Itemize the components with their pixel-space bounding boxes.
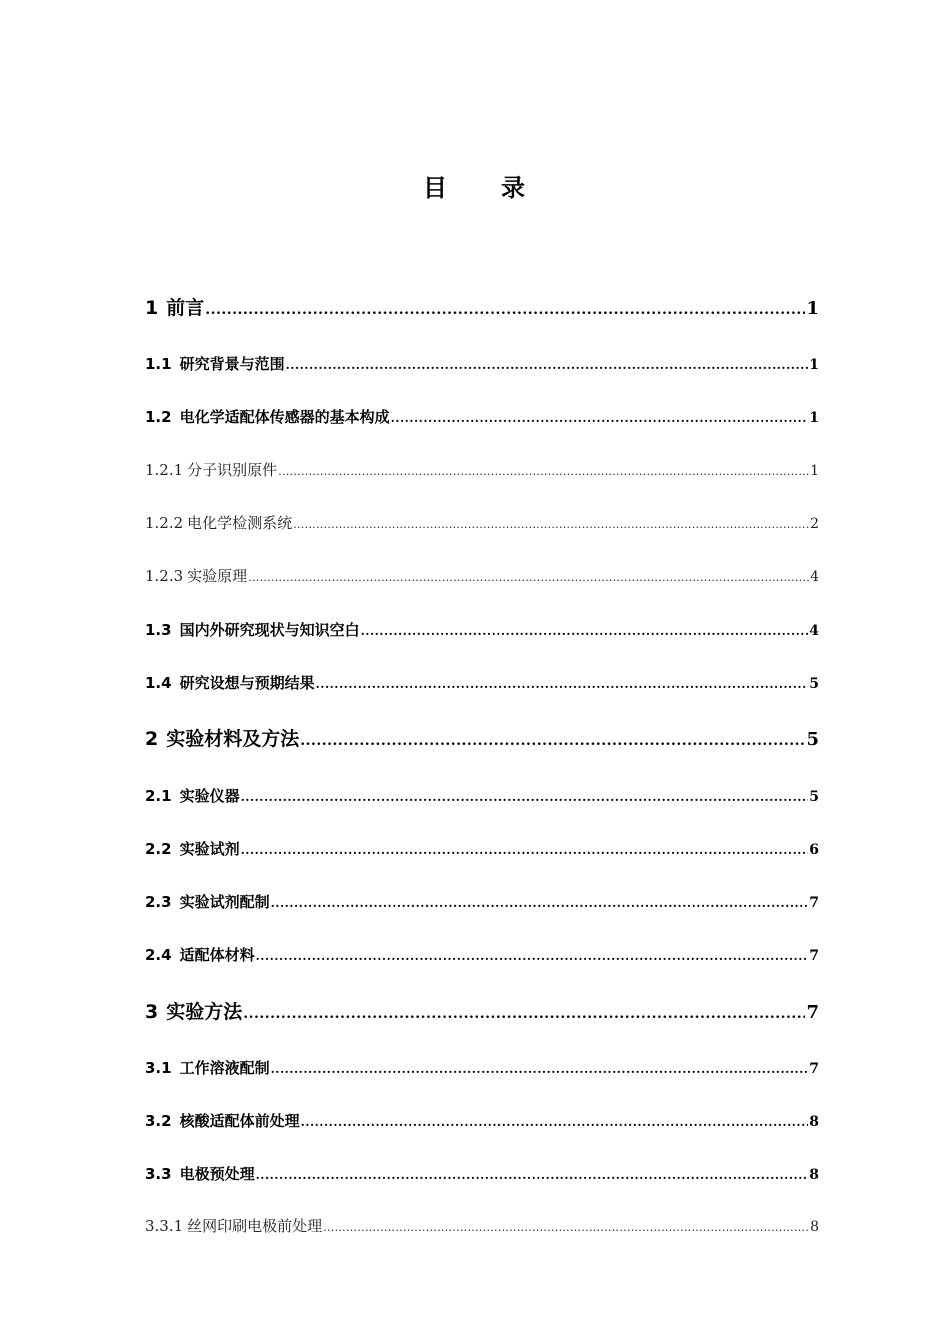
toc-leader-dots (323, 1221, 809, 1234)
toc-entry[interactable] (145, 891, 819, 915)
toc-entry-number: 3 (145, 1001, 159, 1023)
toc-entry-page: 1 (809, 357, 819, 373)
toc-entry-page: 5 (806, 729, 819, 750)
toc-entry-label (145, 1163, 255, 1184)
toc-leader-dots (271, 896, 809, 910)
toc-entry-text: 丝网印刷电极前处理 (187, 1217, 323, 1235)
toc-leader-dots (301, 1115, 809, 1129)
toc-leader-dots (278, 465, 809, 478)
toc-entry-number: 1.4 (145, 674, 172, 692)
toc-entry-label (145, 1057, 270, 1078)
toc-entry-number: 3.3 (145, 1165, 172, 1183)
toc-leader-dots (241, 843, 809, 857)
toc-entry-number: 2.3 (145, 893, 172, 911)
toc-entry-number: 2.1 (145, 787, 172, 805)
toc-leader-dots (286, 358, 809, 372)
toc-entry-number: 1.2 (145, 408, 172, 426)
toc-entry-label (145, 724, 299, 751)
toc-entry[interactable] (145, 672, 819, 696)
toc-entry[interactable] (145, 293, 819, 323)
toc-entry[interactable] (145, 1163, 819, 1187)
toc-entry-label (145, 512, 292, 533)
toc-entry[interactable] (145, 565, 819, 589)
toc-entry-text: 研究背景与范围 (179, 355, 285, 373)
toc-entry-text: 电化学适配体传感器的基本构成 (179, 408, 390, 426)
toc-leader-dots (316, 677, 809, 691)
toc-entry-label (145, 672, 315, 693)
toc-entry-label (145, 997, 242, 1024)
toc-entry[interactable] (145, 353, 819, 377)
toc-leader-dots (300, 733, 805, 749)
toc-entry-number: 2.4 (145, 946, 172, 964)
toc-leader-dots (241, 790, 809, 804)
toc-entry-number: 1.2.3 (145, 567, 184, 585)
toc-entry-text: 电极预处理 (179, 1165, 255, 1183)
toc-entry-page: 8 (809, 1114, 819, 1130)
toc-entry[interactable] (145, 785, 819, 809)
toc-entry-text: 实验试剂 (179, 840, 240, 858)
toc-entry-text: 研究设想与预期结果 (179, 674, 315, 692)
toc-entry-page: 1 (810, 463, 819, 479)
toc-title-part2: 录 (501, 174, 527, 202)
toc-entry-number: 1.2.2 (145, 514, 184, 532)
toc-entry-label (145, 565, 247, 586)
toc-entry-label (145, 785, 240, 806)
toc-entry-text: 实验仪器 (179, 787, 240, 805)
toc-entry-number: 1 (145, 297, 159, 319)
toc-leader-dots (391, 411, 809, 425)
toc-leader-dots (271, 1062, 809, 1076)
toc-entry-number: 3.3.1 (145, 1217, 184, 1235)
toc-entry-page: 8 (810, 1219, 819, 1235)
toc-entry-number: 3.1 (145, 1059, 172, 1077)
toc-entry[interactable] (145, 406, 819, 430)
toc-title (0, 168, 950, 203)
toc-entry-text: 分子识别原件 (187, 461, 278, 479)
toc-entry-page: 4 (810, 569, 819, 585)
toc-entry[interactable] (145, 724, 819, 754)
toc-entry-page: 5 (809, 789, 819, 805)
toc-entry[interactable] (145, 459, 819, 483)
toc-entry-number: 1.3 (145, 621, 172, 639)
toc-entry-number: 3.2 (145, 1112, 172, 1130)
toc-entry-label (145, 406, 390, 427)
toc-entry-number: 1.2.1 (145, 461, 184, 479)
toc-entry-page: 8 (809, 1167, 819, 1183)
toc-entry-text: 核酸适配体前处理 (179, 1112, 300, 1130)
toc-entry[interactable] (145, 838, 819, 862)
toc-entry-label (145, 353, 285, 374)
toc-entry-text: 实验材料及方法 (166, 728, 300, 750)
toc-entry-text: 前言 (166, 297, 205, 319)
toc-entry-page: 6 (809, 842, 819, 858)
toc-entry-page: 1 (806, 298, 819, 319)
toc-leader-dots (205, 302, 805, 318)
toc-leader-dots (256, 1168, 809, 1182)
toc-entry-page: 7 (809, 895, 819, 911)
toc-entry-page: 7 (809, 948, 819, 964)
toc-entry-text: 实验方法 (166, 1001, 243, 1023)
toc-leader-dots (361, 624, 809, 638)
toc-entry-text: 实验试剂配制 (179, 893, 270, 911)
toc-entry-text: 工作溶液配制 (179, 1059, 270, 1077)
toc-entry-label (145, 891, 270, 912)
toc-entry[interactable] (145, 1110, 819, 1134)
toc-entry[interactable] (145, 997, 819, 1027)
toc-leader-dots (248, 571, 809, 584)
toc-entry[interactable] (145, 619, 819, 643)
toc-entry-label (145, 619, 360, 640)
toc-entry-page: 7 (809, 1061, 819, 1077)
toc-entry-text: 适配体材料 (179, 946, 255, 964)
toc-entry-text: 实验原理 (187, 567, 248, 585)
toc-entry[interactable] (145, 512, 819, 536)
toc-entry-number: 2 (145, 728, 159, 750)
toc-entry-label (145, 459, 277, 480)
toc-entry-page: 4 (809, 623, 819, 639)
toc-entry[interactable] (145, 1057, 819, 1081)
toc-entry-label (145, 1110, 300, 1131)
toc-entry-page: 5 (809, 676, 819, 692)
toc-entry-label (145, 293, 204, 320)
toc-title-part1: 目 (423, 174, 449, 202)
toc-entry[interactable] (145, 1215, 819, 1239)
toc-leader-dots (243, 1006, 805, 1022)
toc-leader-dots (293, 518, 809, 531)
toc-entry-label (145, 944, 255, 965)
toc-entry-label (145, 1215, 322, 1236)
toc-entry[interactable] (145, 944, 819, 968)
toc-entry-label (145, 838, 240, 859)
toc-entry-page: 1 (809, 410, 819, 426)
toc-entry-page: 7 (806, 1002, 819, 1023)
toc-entry-text: 电化学检测系统 (187, 514, 293, 532)
toc-entry-number: 2.2 (145, 840, 172, 858)
toc-entry-number: 1.1 (145, 355, 172, 373)
toc-leader-dots (256, 949, 809, 963)
toc-entry-page: 2 (810, 516, 819, 532)
toc-entry-text: 国内外研究现状与知识空白 (179, 621, 360, 639)
